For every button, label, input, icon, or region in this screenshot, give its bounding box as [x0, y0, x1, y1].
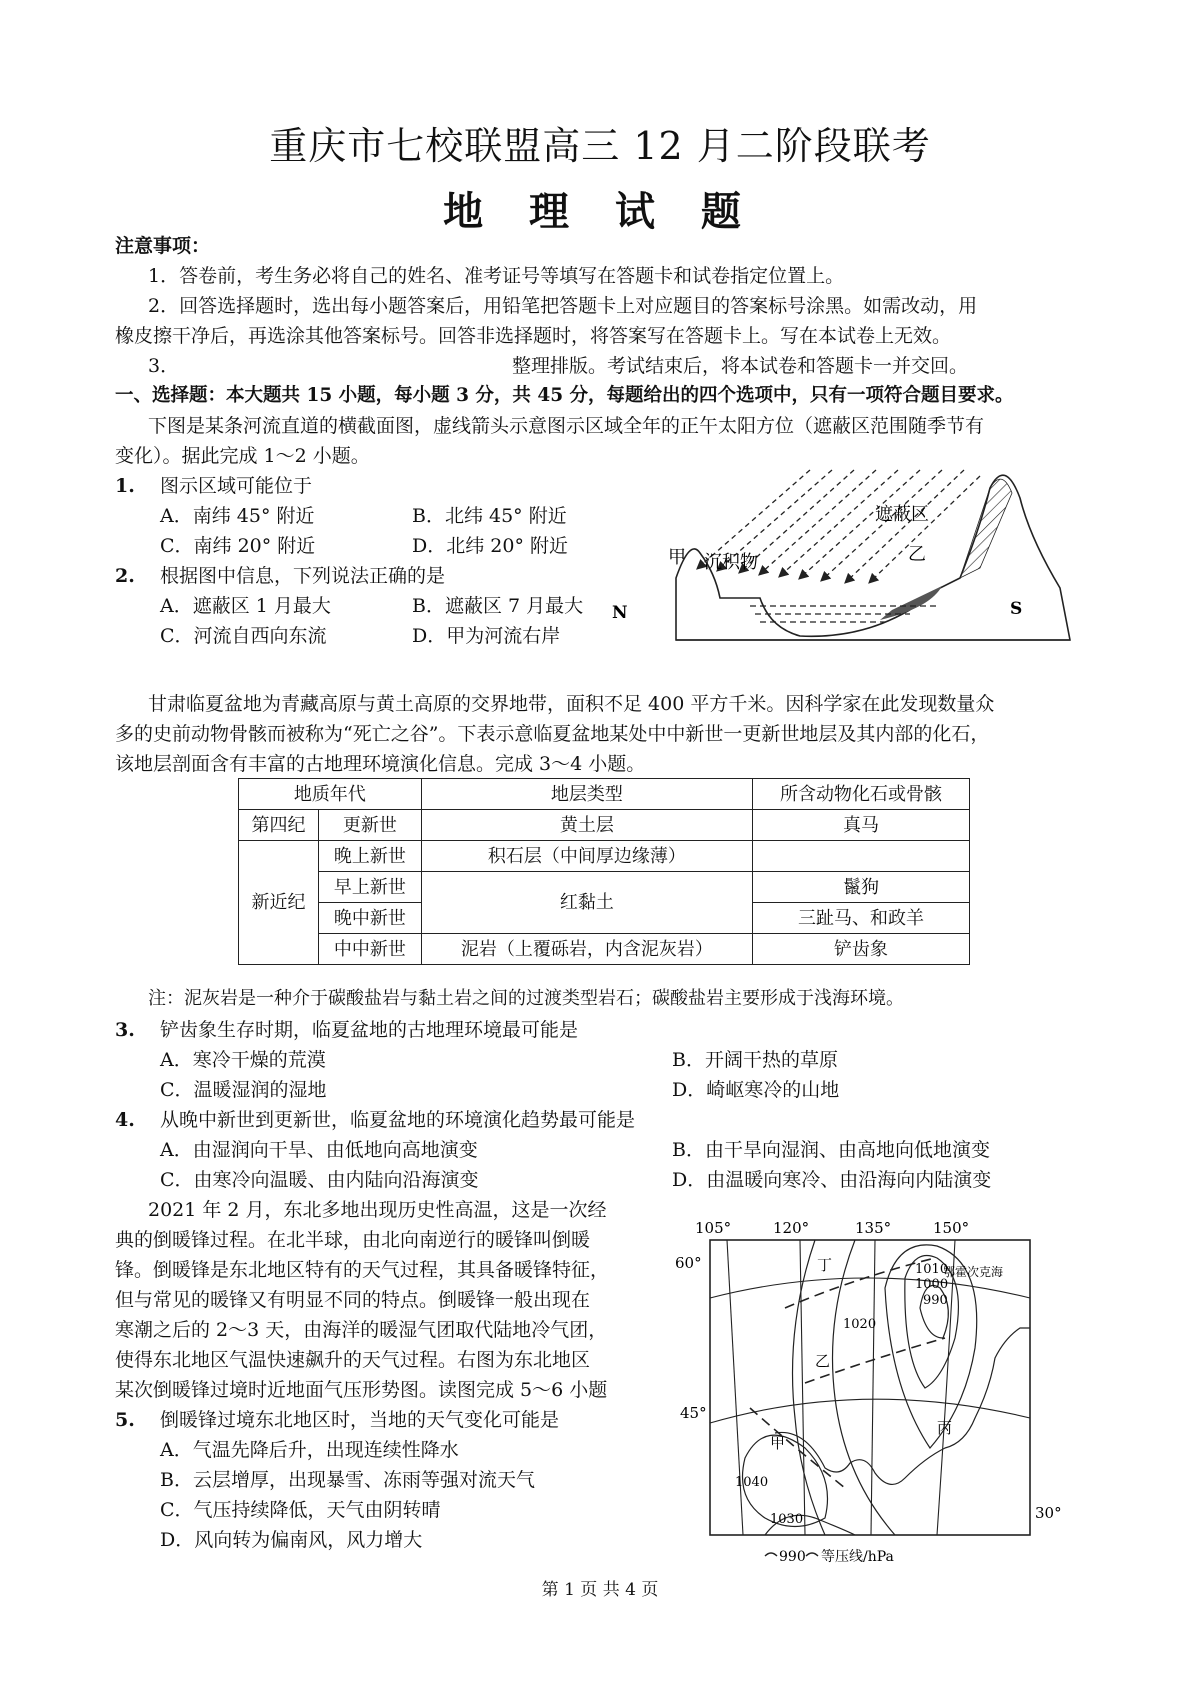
pressure-map-figure [675, 1218, 1105, 1578]
intro-3-line3: 锋。倒暖锋是东北地区特有的天气过程，其具备暖锋特征， [115, 1259, 610, 1281]
intro-3-line2: 典的倒暖锋过程。在北半球，由北向南逆行的暖锋叫倒暖 [115, 1229, 591, 1251]
shade-zone-label: 遮蔽区 [875, 504, 929, 525]
isobar-1010-label: 1010 [915, 1262, 949, 1277]
q1-option-d[interactable]: D．北纬 20° 附近 [412, 535, 568, 557]
sediment-label: 沉积物 [704, 552, 758, 573]
q4-option-a[interactable]: A．由湿润向干旱、由低地向高地演变 [160, 1139, 478, 1161]
table-fossil: 三趾马、和政羊 [752, 903, 969, 934]
table-type: 泥岩（上覆砾岩，内含泥灰岩） [421, 934, 752, 965]
q1-option-b[interactable]: B．北纬 45° 附近 [412, 505, 567, 527]
q4-number: 4. [115, 1109, 135, 1131]
lat-60-label: 60° [675, 1254, 702, 1272]
q4-option-d[interactable]: D．由温暖向寒冷、由沿海向内陆演变 [672, 1169, 992, 1191]
legend-text: 等压线/hPa [821, 1549, 894, 1565]
table-fossil: 铲齿象 [752, 934, 969, 965]
intro-1-line1: 下图是某条河流直道的横截面图，虚线箭头示意图示区域全年的正午太阳方位（遮蔽区范围随季节有 [148, 415, 985, 437]
table-epoch: 晚中新世 [318, 903, 421, 934]
isobar-990-label: 990 [923, 1293, 948, 1308]
table-row [239, 934, 970, 965]
intro-3-line7: 某次倒暖锋过境时近地面气压形势图。读图完成 5～6 小题 [115, 1379, 608, 1401]
exam-subtitle: 地 理 试 题 [443, 188, 757, 235]
intro-2-line2: 多的史前动物骨骸而被称为“死亡之谷”。下表示意临夏盆地某处中中新世一更新世地层及其内部的化石， [115, 723, 990, 745]
table-row [239, 841, 970, 872]
notice-item-3-num: 3． [148, 355, 180, 377]
legend-isobar-symbol-end [806, 1553, 818, 1556]
intro-1-line2: 变化）。据此完成 1～2 小题。 [115, 445, 370, 467]
point-bing-label: 丙 [937, 1419, 953, 1437]
notice-item-2b: 橡皮擦干净后，再选涂其他答案标号。回答非选择题时，将答案写在答题卡上。写在本试卷上无效。 [115, 325, 952, 347]
lat-30-label: 30° [1035, 1504, 1062, 1522]
notice-item-3-text: 整理排版。考试结束后，将本试卷和答题卡一并交回。 [512, 355, 969, 377]
q3-number: 3. [115, 1019, 135, 1041]
table-type: 红黏土 [421, 872, 752, 934]
lon-135-label: 135° [855, 1219, 892, 1237]
intro-2-line1: 甘肃临夏盆地为青藏高原与黄土高原的交界地带，面积不足 400 平方千米。因科学家在此发现数量众 [148, 693, 995, 715]
table-period-quaternary: 第四纪 [239, 810, 319, 841]
q5-number: 5. [115, 1409, 135, 1431]
notice-heading: 注意事项： [115, 235, 211, 257]
q5-option-b[interactable]: B．云层增厚，出现暴雪、冻雨等强对流天气 [160, 1469, 535, 1491]
q5-option-a[interactable]: A．气温先降后升，出现连续性降水 [160, 1439, 459, 1461]
q2-option-b[interactable]: B．遮蔽区 7 月最大 [412, 595, 584, 617]
river-cross-section-figure [612, 468, 1110, 673]
q2-option-d[interactable]: D．甲为河流右岸 [412, 625, 561, 647]
point-jia-label: 甲 [770, 1434, 786, 1452]
table-type: 积石层（中间厚边缘薄） [421, 841, 752, 872]
q1-number: 1. [115, 475, 135, 497]
table-epoch: 更新世 [318, 810, 421, 841]
lon-105-label: 105° [695, 1219, 732, 1237]
page-footer: 第 1 页 共 4 页 [541, 1580, 659, 1600]
table-header-row [239, 779, 970, 810]
isobar-1040-label: 1040 [735, 1475, 769, 1490]
shade-zone-solid [880, 586, 942, 620]
isobar-1000-label: 1000 [915, 1277, 949, 1292]
table-epoch: 早上新世 [318, 872, 421, 903]
map-frame [710, 1240, 1030, 1535]
intro-3-line4: 但与常见的暖锋又有明显不同的特点。倒暖锋一般出现在 [115, 1289, 591, 1311]
table-row [239, 872, 970, 903]
bank-yi-label: 乙 [908, 544, 926, 565]
intro-3-line1: 2021 年 2 月，东北多地出现历史性高温，这是一次经 [148, 1199, 607, 1221]
table-row [239, 810, 970, 841]
point-ding-label: 丁 [817, 1256, 833, 1274]
table-note: 注：泥灰岩是一种介于碳酸盐岩与黏土岩之间的过渡类型岩石；碳酸盐岩主要形成于浅海环境。 [148, 988, 904, 1009]
graticule [710, 1240, 1030, 1535]
table-header-type: 地层类型 [421, 779, 752, 810]
table-fossil: 真马 [752, 810, 969, 841]
sea-label: 鄂霍次克海 [943, 1265, 1004, 1279]
table-fossil [752, 841, 969, 872]
isobar-1030-label: 1030 [770, 1512, 804, 1527]
strata-table [238, 778, 970, 965]
shade-zone-hatch [960, 479, 1012, 578]
q3-stem: 铲齿象生存时期，临夏盆地的古地理环境最可能是 [160, 1019, 579, 1041]
q1-option-c[interactable]: C．南纬 20° 附近 [160, 535, 316, 557]
table-type: 黄土层 [421, 810, 752, 841]
q5-option-c[interactable]: C．气压持续降低，天气由阴转晴 [160, 1499, 441, 1521]
q3-option-b[interactable]: B．开阔干热的草原 [672, 1049, 838, 1071]
q2-stem: 根据图中信息，下列说法正确的是 [160, 565, 446, 587]
legend-isobar-symbol [765, 1553, 777, 1556]
exam-title: 重庆市七校联盟高三 12 月二阶段联考 [269, 124, 931, 168]
lon-150-label: 150° [933, 1219, 970, 1237]
q3-option-c[interactable]: C．温暖湿润的湿地 [160, 1079, 327, 1101]
section-heading: 一、选择题：本大题共 15 小题，每小题 3 分，共 45 分，每题给出的四个选项中，只有一项符合题目要求。 [115, 385, 1014, 406]
q5-option-d[interactable]: D．风向转为偏南风，风力增大 [160, 1529, 423, 1551]
table-header-age: 地质年代 [239, 779, 422, 810]
bank-jia-label: 甲 [668, 547, 686, 568]
lat-45-label: 45° [680, 1404, 707, 1422]
table-header-fossil: 所含动物化石或骨骸 [752, 779, 969, 810]
q2-option-c[interactable]: C．河流自西向东流 [160, 625, 327, 647]
intro-2-line3: 该地层剖面含有丰富的古地理环境演化信息。完成 3～4 小题。 [115, 753, 646, 775]
q2-number: 2. [115, 565, 135, 587]
table-period-neogene: 新近纪 [239, 841, 319, 965]
isobar-1020-label: 1020 [843, 1317, 877, 1332]
q1-option-a[interactable]: A．南纬 45° 附近 [160, 505, 315, 527]
notice-item-1: 1．答卷前，考生务必将自己的姓名、准考证号等填写在答题卡和试卷指定位置上。 [148, 265, 845, 287]
q4-option-b[interactable]: B．由干旱向湿润、由高地向低地演变 [672, 1139, 990, 1161]
north-label: N [612, 603, 628, 623]
south-label: S [1010, 599, 1023, 619]
table-epoch: 晚上新世 [318, 841, 421, 872]
q5-stem: 倒暖锋过境东北地区时，当地的天气变化可能是 [160, 1409, 560, 1431]
q2-option-a[interactable]: A．遮蔽区 1 月最大 [160, 595, 331, 617]
point-yi-label: 乙 [815, 1352, 831, 1370]
notice-item-2a: 2．回答选择题时，选出每小题答案后，用铅笔把答题卡上对应题目的答案标号涂黑。如需改动，用 [148, 295, 978, 317]
q1-stem: 图示区域可能位于 [160, 475, 313, 497]
q3-option-d[interactable]: D．崎岖寒冷的山地 [672, 1079, 840, 1101]
legend-value: 990 [779, 1549, 806, 1565]
table-fossil: 鬣狗 [752, 872, 969, 903]
q3-option-a[interactable]: A．寒冷干燥的荒漠 [160, 1049, 326, 1071]
coastline [775, 1328, 1030, 1484]
q4-stem: 从晚中新世到更新世，临夏盆地的环境演化趋势最可能是 [160, 1109, 636, 1131]
table-epoch: 中中新世 [318, 934, 421, 965]
intro-3-line6: 使得东北地区气温快速飙升的天气过程。右图为东北地区 [115, 1349, 591, 1371]
intro-3-line5: 寒潮之后的 2～3 天，由海洋的暖湿气团取代陆地冷气团， [115, 1319, 608, 1341]
q4-option-c[interactable]: C．由寒冷向温暖、由内陆向沿海演变 [160, 1169, 479, 1191]
lon-120-label: 120° [773, 1219, 810, 1237]
